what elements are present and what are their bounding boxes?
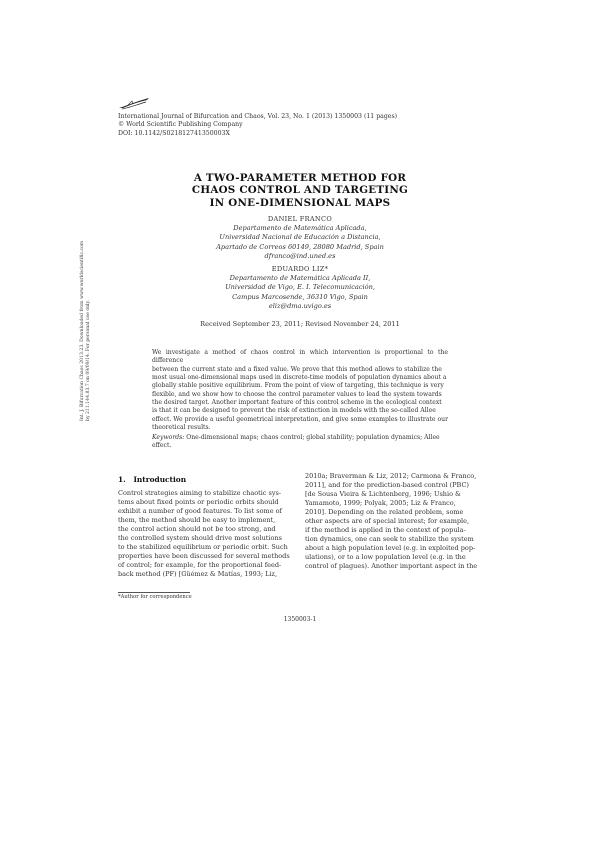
download-note-line: by 211.144.83.7 on 09/09/14. For personal use only. (85, 300, 91, 421)
footnote: *Author for correspondence (118, 594, 192, 600)
publisher-logo-icon (118, 96, 152, 110)
body-line: properties have been discussed for several methods (118, 551, 290, 560)
section-heading (118, 475, 186, 484)
author-email: eliz@dma.uvigo.es (268, 301, 332, 310)
body-line: if the method is applied in the context of popula- (305, 525, 466, 534)
footnote-divider (118, 592, 190, 593)
body-line: 2011], and for the prediction-based control (PBC) (305, 480, 469, 489)
title-line: IN ONE-DIMENSIONAL MAPS (209, 196, 391, 209)
journal-citation (118, 113, 397, 138)
body-line: Control strategies aiming to stabilize chaotic sys- (118, 489, 282, 497)
body-line: of control; for example, for the proportional feed- (118, 560, 282, 569)
download-note-line: Int. J. Bifurcation Chaos 2013.23. Downloaded from www.worldscientific.com (80, 240, 85, 421)
author-name: DANIEL FRANCO (267, 215, 333, 223)
abstract-line: theoretical results. (152, 424, 211, 432)
body-line: control of plagues). Another important aspect in the (305, 561, 478, 570)
abstract-line: the desired target. Another important feature of this control scheme in the ecological context (152, 399, 442, 407)
journal-line: International Journal of Bifurcation and Chaos, Vol. 23, No. 1 (2013) 1350003 (11 pages) (118, 113, 398, 120)
body-column-left (118, 489, 296, 579)
affiliation-line: Apartado de Correos 60149, 28080 Madrid, Spain (216, 242, 384, 251)
doi-line: DOI: 10.1142/S021812741350003X (118, 129, 230, 137)
abstract-line: flexible, and we show how to choose the control parameter values to lead the system towards (152, 390, 442, 398)
keywords-label: Keywords: (152, 434, 185, 441)
affiliation-line: Departamento de Matemática Aplicada II, (229, 274, 371, 283)
body-line: Yamamoto, 1999; Polyak, 2005; Liz & Franco, (305, 498, 456, 507)
section-number: 1. (118, 475, 126, 484)
abstract-line: effect. We provide a useful geometrical interpretation, and give some examples to illustrate our (152, 415, 448, 423)
body-line: tems about fixed points or periodic orbits should (118, 497, 279, 506)
affiliation-line: Departamento de Matemática Aplicada, (233, 224, 367, 233)
received-dates: Received September 23, 2011; Revised November 24, 2011 (200, 320, 400, 328)
body-column-right (305, 472, 483, 570)
affiliation-line: Campus Marcosende, 36310 Vigo, Spain (232, 292, 368, 301)
abstract-line: is that it can be designed to prevent the risk of extinction in models with the so-called Allee (152, 407, 436, 415)
body-line: about a high population level (e.g. in exploited pop- (305, 543, 476, 552)
abstract-line: We investigate a method of chaos control in which intervention is proportional to the difference (152, 349, 448, 365)
body-line: the control action should not be too strong, and (118, 524, 276, 533)
keywords-text: One-dimensional maps; chaos control; global stability; population dynamics; Allee (184, 434, 440, 441)
author-email: dfranco@ind.uned.es (264, 251, 336, 260)
author-block (0, 265, 600, 311)
keywords-text: effect. (152, 442, 172, 450)
abstract-line: most usual one-dimensional maps used in discrete-time models of population dynamics about a (152, 374, 447, 382)
body-line: ulations), or to a low population level (e.g. in the (305, 552, 466, 561)
body-line: to the stabilized equilibrium or periodic orbit. Such (118, 542, 288, 551)
body-line: the controlled system should drive most solutions (118, 533, 282, 542)
paper-title (0, 172, 600, 209)
page-number: 1350003-1 (283, 616, 317, 623)
affiliation-line: Universidad de Vigo, E. I. Telecomunicación, (225, 283, 375, 292)
abstract (152, 349, 448, 432)
keywords (152, 434, 448, 451)
body-line: other aspects are of special interest; for example, (305, 516, 470, 525)
abstract-line: globally stable positive equilibrium. From the point of view of targeting, this technique is very (152, 382, 444, 390)
author-name: EDUARDO LIZ* (271, 265, 329, 273)
abstract-line: between the current state and a fixed value. We prove that this method allows to stabilize the (152, 365, 442, 373)
title-line: CHAOS CONTROL AND TARGETING (191, 184, 409, 197)
body-line: tion dynamics, one can seek to stabilize the system (305, 534, 474, 543)
title-line: A TWO-PARAMETER METHOD FOR (193, 172, 407, 184)
body-line: back method (PF) [Güémez & Matías, 1993; Liz, (118, 569, 278, 578)
body-line: them, the method should be easy to implement, (118, 515, 276, 524)
section-title: Introduction (133, 475, 187, 484)
body-line: 2010a; Braverman & Liz, 2012; Carmona & Franco, (305, 472, 477, 480)
body-line: exhibit a number of good features. To list some of (118, 506, 282, 515)
body-line: 2010]. Depending on the related problem, some (305, 507, 464, 516)
body-line: [de Sousa Vieira & Lichtenberg, 1996; Ushio & (305, 489, 461, 498)
author-block (0, 215, 600, 261)
affiliation-line: Universidad Nacional de Educación a Distancia, (219, 233, 381, 242)
copyright-line: © World Scientific Publishing Company (118, 121, 243, 129)
